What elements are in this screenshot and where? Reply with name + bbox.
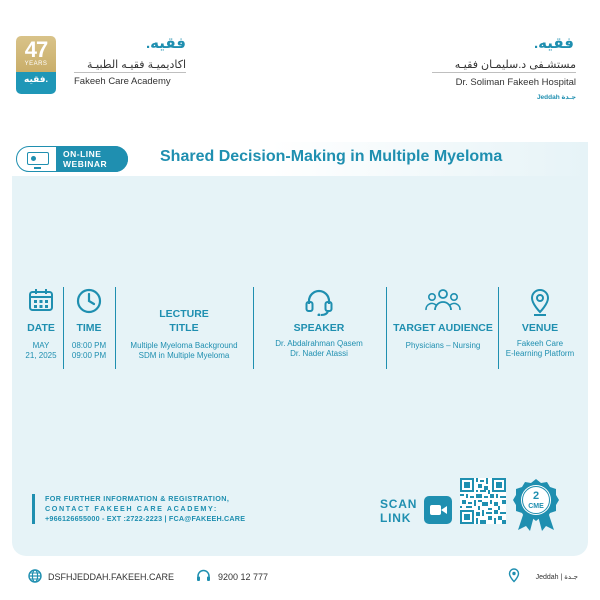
hospital-divider	[432, 72, 576, 73]
page-header	[0, 0, 600, 120]
date-label: DATE	[27, 322, 55, 334]
contact-line1: FOR FURTHER INFORMATION & REGISTRATION,	[45, 494, 230, 503]
webinar-monitor-icon	[27, 152, 49, 165]
audience-label: TARGET AUDIENCE	[393, 322, 493, 334]
academy-divider	[74, 72, 186, 73]
calendar-icon	[28, 288, 54, 312]
speaker-column	[254, 286, 384, 370]
webinar-badge-line2: WEBINAR	[63, 159, 108, 169]
online-webinar-badge	[16, 146, 128, 172]
audience-column	[387, 286, 499, 370]
badge-number: 47	[24, 37, 48, 62]
scan-link-text: SCAN LINK	[380, 497, 418, 525]
lecture-label-line1: LECTURE	[159, 308, 209, 320]
venue-column	[498, 286, 582, 370]
group-icon	[424, 288, 462, 312]
hospital-name-arabic: مستشـفى د.سليمـان فقيـه	[454, 59, 576, 71]
headset-icon	[304, 288, 334, 316]
cme-credits-badge	[512, 478, 560, 532]
speaker-2: Dr. Nader Atassi	[290, 349, 348, 358]
speaker-label: SPEAKER	[293, 322, 345, 334]
badge-years: YEARS	[24, 61, 48, 67]
time-start: 08:00 PM	[71, 341, 107, 350]
globe-icon	[28, 569, 42, 583]
clock-icon	[76, 288, 102, 314]
audience-value: Physicians – Nursing	[405, 341, 481, 350]
badge-arabic: فقيه.	[23, 74, 49, 84]
location-pin-icon	[529, 288, 551, 316]
date-value-line1: MAY	[32, 341, 50, 350]
lecture-topic-2: SDM in Multiple Myeloma	[138, 351, 230, 360]
contact-line2: CONTACT FAKEEH CARE ACADEMY:	[45, 504, 218, 513]
academy-name-english: Fakeeh Care Academy	[74, 76, 171, 87]
venue-label: VENUE	[521, 322, 559, 334]
academy-name-arabic: اكاديميـة فقيـه الطبيـة	[87, 59, 186, 71]
contact-line3[interactable]: +966126655000 - EXT :2722-2223 | FCA@FAKEEH.CARE	[45, 514, 246, 523]
hospital-logo: فقيه.	[534, 35, 575, 52]
date-value-line2: 21, 2025	[25, 351, 57, 360]
time-label: TIME	[76, 322, 102, 334]
anniversary-badge	[16, 36, 56, 94]
event-title: Shared Decision-Making in Multiple Myeloma	[160, 148, 503, 165]
venue-line1: Fakeeh Care	[516, 339, 564, 348]
time-column	[64, 286, 114, 370]
headset-icon	[196, 569, 211, 583]
lecture-column	[116, 286, 252, 370]
contact-info	[32, 494, 245, 524]
video-camera-icon	[424, 496, 452, 524]
cme-value: 2	[532, 490, 540, 502]
cme-label: CME	[528, 503, 544, 510]
webinar-badge-line1: ON-LINE	[63, 149, 102, 159]
hospital-name-english: Dr. Soliman Fakeeh Hospital	[455, 77, 576, 88]
lecture-label-line2: TITLE	[169, 322, 199, 334]
speaker-1: Dr. Abdalrahman Qasem	[275, 339, 363, 348]
footer-city: Jeddah | جـدة	[535, 574, 578, 581]
date-column	[22, 286, 60, 370]
time-end: 09:00 PM	[71, 351, 107, 360]
hospital-city: Jeddah جـدة	[536, 94, 576, 101]
venue-line2: E-learning Platform	[505, 349, 575, 358]
footer-website-link[interactable]: DSFHJEDDAH.FAKEEH.CARE	[48, 572, 175, 582]
footer-phone[interactable]: 9200 12 777	[218, 572, 269, 582]
registration-qr-code[interactable]	[460, 478, 506, 524]
academy-logo: فقيه.	[146, 35, 187, 52]
lecture-topic-1: Multiple Myeloma Background	[130, 341, 238, 350]
location-pin-icon	[508, 568, 520, 583]
